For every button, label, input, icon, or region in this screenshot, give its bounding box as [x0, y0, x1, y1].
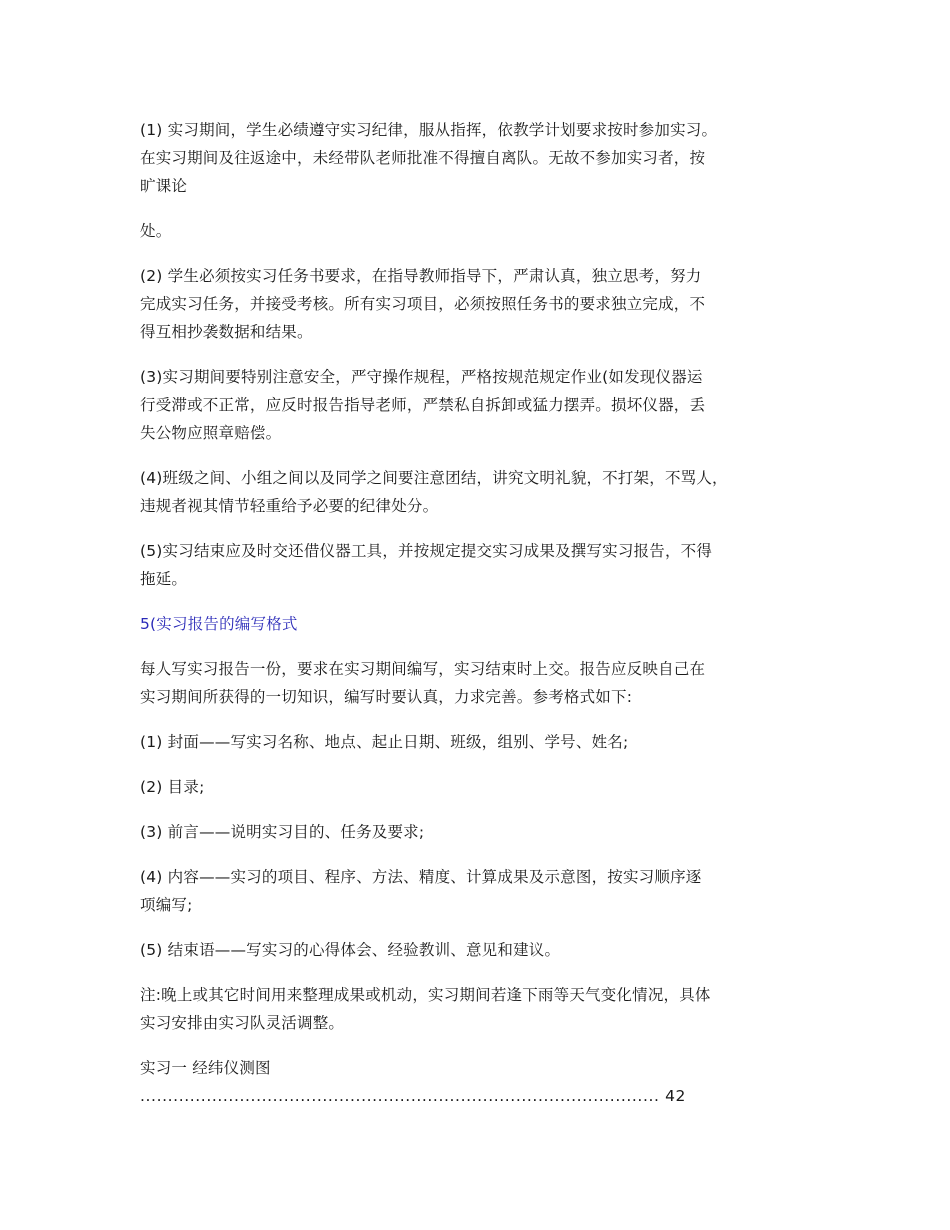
toc-leader-line [140, 1082, 830, 1110]
section-heading [140, 610, 830, 638]
toc-dot-leader: .............................................................................................. [140, 1087, 660, 1105]
text-line: (3) 前言——说明实习目的、任务及要求; [140, 823, 425, 841]
text-line: 违规者视其情节轻重给予必要的纪律处分。 [140, 497, 439, 515]
rule-paragraph-1-continued [140, 217, 830, 245]
rule-paragraph-2 [140, 262, 830, 346]
rule-paragraph-3 [140, 363, 830, 447]
text-line: 拖延。 [140, 570, 188, 588]
report-intro [140, 655, 830, 711]
toc-page-number: 42 [665, 1087, 687, 1105]
text-line: (5) 结束语——写实习的心得体会、经验教训、意见和建议。 [140, 941, 561, 959]
text-line: (5)实习结束应及时交还借仪器工具，并按规定提交实习成果及撰写实习报告，不得 [140, 542, 713, 560]
toc-entry-title: 实习一 经纬仪测图 [140, 1059, 271, 1077]
text-line: (2) 目录; [140, 778, 205, 796]
report-item-conclusion [140, 936, 830, 964]
text-line: 处。 [140, 222, 172, 240]
text-line: 旷课论 [140, 177, 188, 195]
report-item-cover [140, 728, 830, 756]
text-line: (1) 封面——写实习名称、地点、起止日期、班级，组别、学号、姓名; [140, 733, 629, 751]
text-line: (4)班级之间、小组之间以及同学之间要注意团结，讲究文明礼貌，不打架，不骂人， [140, 469, 728, 487]
text-line: 在实习期间及往返途中，未经带队老师批准不得擅自离队。无故不参加实习者，按 [140, 149, 706, 167]
text-line: 项编写; [140, 896, 193, 914]
text-line: 实习期间所获得的一切知识，编写时要认真，力求完善。参考格式如下: [140, 688, 633, 706]
text-line: (1) 实习期间，学生必绩遵守实习纪律，服从指挥，依教学计划要求按时参加实习。 [140, 121, 718, 139]
report-item-preface [140, 818, 830, 846]
report-note [140, 981, 830, 1037]
report-item-contents [140, 773, 830, 801]
rule-paragraph-4 [140, 464, 830, 520]
text-line: (2) 学生必须按实习任务书要求，在指导教师指导下，严肃认真，独立思考，努力 [140, 267, 702, 285]
document-page [140, 116, 830, 1110]
text-line: 失公物应照章赔偿。 [140, 424, 282, 442]
text-line: 每人写实习报告一份，要求在实习期间编写，实习结束时上交。报告应反映自己在 [140, 660, 706, 678]
text-line: 注:晚上或其它时间用来整理成果或机动，实习期间若逢下雨等天气变化情况，具体 [140, 986, 711, 1004]
report-item-content [140, 863, 830, 919]
section-heading-text: 5(实习报告的编写格式 [140, 615, 298, 633]
text-line: 得互相抄袭数据和结果。 [140, 323, 313, 341]
rule-paragraph-5 [140, 537, 830, 593]
text-line: 实习安排由实习队灵活调整。 [140, 1014, 345, 1032]
text-line: (3)实习期间要特别注意安全，严守操作规程，严格按规范规定作业(如发现仪器运 [140, 368, 703, 386]
rule-paragraph-1 [140, 116, 830, 200]
text-line: (4) 内容——实习的项目、程序、方法、精度、计算成果及示意图，按实习顺序逐 [140, 868, 702, 886]
toc-entry [140, 1054, 830, 1110]
text-line: 完成实习任务，并接受考核。所有实习项目，必须按照任务书的要求独立完成，不 [140, 295, 706, 313]
text-line: 行受滞或不正常，应反时报告指导老师，严禁私自拆卸或猛力摆弄。损坏仪器，丢 [140, 396, 706, 414]
